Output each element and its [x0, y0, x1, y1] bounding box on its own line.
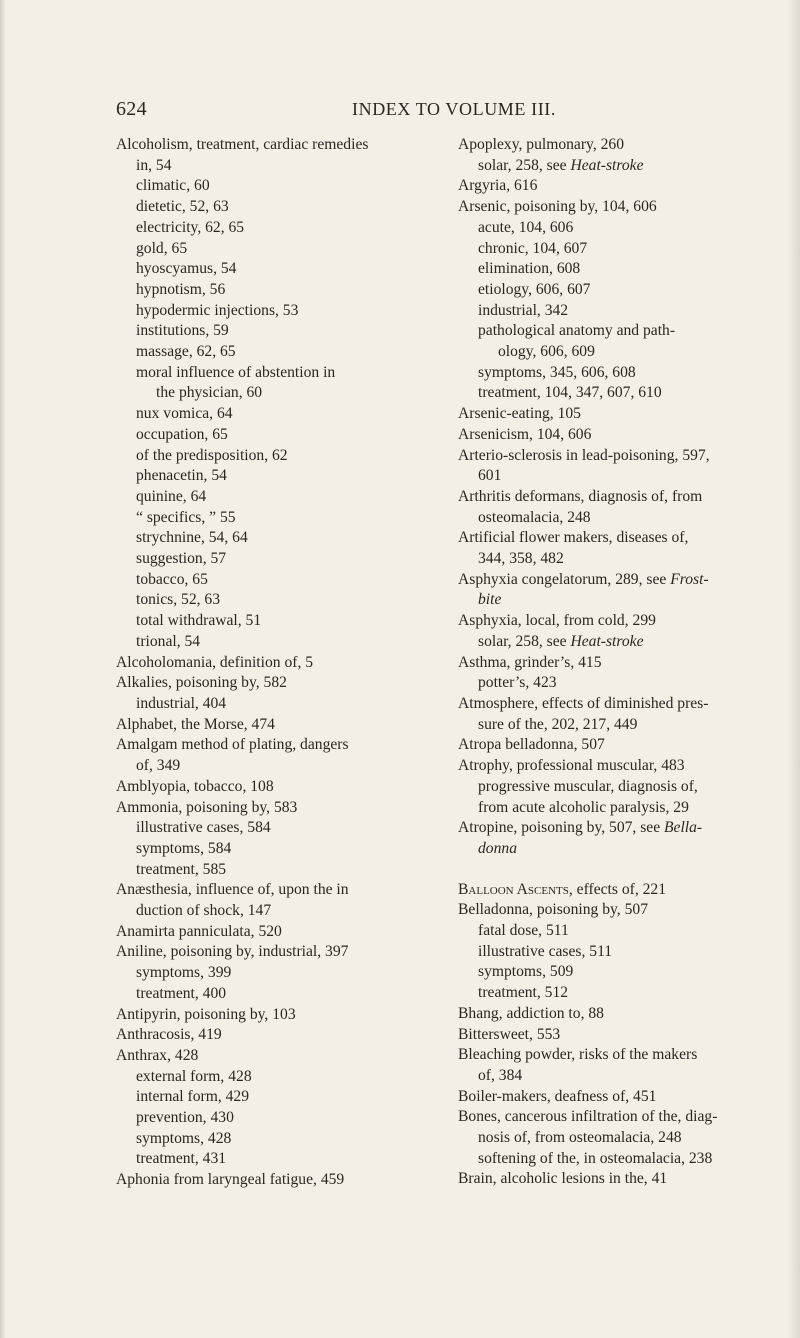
entry-text: solar, 258, see — [478, 156, 571, 174]
index-subentry: dietetic, 52, 63 — [136, 198, 229, 216]
index-entry — [458, 880, 788, 901]
index-entry: Aphonia from laryngeal fatigue, 459 — [116, 1171, 345, 1189]
index-subentry: gold, 65 — [136, 239, 188, 257]
cross-reference: bite — [478, 591, 502, 609]
index-subentry: progressive muscular, diagnosis of, — [478, 777, 698, 795]
index-subentry: electricity, 62, 65 — [136, 218, 245, 236]
index-subentry: hypodermic injections, 53 — [136, 301, 299, 319]
index-subentry: tonics, 52, 63 — [136, 591, 221, 609]
section-lead-heading: Balloon Ascents — [458, 880, 569, 898]
cross-reference: donna — [478, 839, 517, 857]
index-subentry: “ specifics, ” 55 — [136, 508, 236, 526]
index-subentry: industrial, 342 — [478, 301, 569, 319]
index-subentry — [458, 156, 788, 177]
entry-text: Asphyxia congelatorum, 289, see — [458, 570, 671, 588]
index-entry: Atmosphere, effects of diminished pres- — [458, 694, 709, 712]
index-subentry: total withdrawal, 51 — [136, 612, 262, 630]
index-entry: Artificial flower makers, diseases of, — [458, 529, 689, 547]
index-entry: Antipyrin, poisoning by, 103 — [116, 1005, 296, 1023]
page-edge-shadow — [788, 0, 800, 1338]
index-entry: Arthritis deformans, diagnosis of, from — [458, 487, 703, 505]
index-subentry: of the predisposition, 62 — [136, 446, 288, 464]
cross-reference: Heat-stroke — [570, 632, 644, 650]
index-subentry: hyoscyamus, 54 — [136, 260, 237, 278]
index-subentry: softening of the, in osteomalacia, 238 — [478, 1149, 713, 1167]
index-entry — [458, 570, 788, 591]
index-entry: Argyria, 616 — [458, 177, 538, 195]
index-entry — [458, 818, 788, 839]
index-entry: Alcoholism, treatment, cardiac remedies — [116, 136, 369, 153]
entry-text: solar, 258, see — [478, 632, 571, 650]
page-header — [116, 98, 776, 124]
index-entry: Anthracosis, 419 — [116, 1026, 222, 1044]
index-subentry: etiology, 606, 607 — [478, 280, 591, 298]
index-entry: Atrophy, professional muscular, 483 — [458, 757, 685, 775]
index-entry: Brain, alcoholic lesions in the, 41 — [458, 1170, 668, 1188]
index-entry: Ammonia, poisoning by, 583 — [116, 798, 298, 816]
index-subentry: strychnine, 54, 64 — [136, 529, 248, 547]
index-entry: Boiler-makers, deafness of, 451 — [458, 1087, 657, 1105]
index-entry: Anthrax, 428 — [116, 1046, 199, 1064]
index-subentry: treatment, 400 — [136, 984, 227, 1002]
index-subentry: phenacetin, 54 — [136, 467, 227, 485]
index-subentry: industrial, 404 — [136, 694, 227, 712]
entry-text: , effects of, 221 — [568, 880, 667, 898]
index-subentry: prevention, 430 — [136, 1109, 234, 1127]
index-entry: Anæsthesia, influence of, upon the in — [116, 881, 349, 899]
index-entry: Bleaching powder, risks of the makers — [458, 1046, 698, 1064]
index-entry: Aniline, poisoning by, industrial, 397 — [116, 943, 349, 961]
index-subentry — [458, 632, 788, 653]
index-subentry: massage, 62, 65 — [136, 343, 236, 361]
index-entry: Asthma, grinder’s, 415 — [458, 653, 602, 671]
index-subentry: treatment, 104, 347, 607, 610 — [478, 384, 662, 402]
index-subentry: elimination, 608 — [478, 260, 581, 278]
index-entry: Arsenic-eating, 105 — [458, 405, 581, 423]
index-subentry: treatment, 512 — [478, 984, 569, 1002]
index-entry: Arsenic, poisoning by, 104, 606 — [458, 198, 657, 216]
index-entry: Amalgam method of plating, dangers — [116, 736, 349, 754]
index-subentry: symptoms, 345, 606, 608 — [478, 363, 636, 381]
cross-reference: Heat-stroke — [570, 156, 644, 174]
index-subentry: tobacco, 65 — [136, 570, 208, 588]
index-entry-continuation: sure of the, 202, 217, 449 — [478, 715, 638, 733]
index-subentry: internal form, 429 — [136, 1088, 250, 1106]
index-subentry: quinine, 64 — [136, 487, 207, 505]
index-entry: Apoplexy, pulmonary, 260 — [458, 136, 625, 153]
index-entry: Amblyopia, tobacco, 108 — [116, 777, 274, 795]
index-subentry: occupation, 65 — [136, 425, 228, 443]
index-entry-continuation: osteomalacia, 248 — [478, 508, 591, 526]
index-subentry: institutions, 59 — [136, 322, 229, 340]
index-column-left — [116, 135, 461, 1191]
index-entry-continuation: 344, 358, 482 — [478, 550, 564, 568]
index-subentry: climatic, 60 — [136, 177, 210, 195]
index-entry: Alphabet, the Morse, 474 — [116, 715, 275, 733]
index-entry: Arsenicism, 104, 606 — [458, 425, 592, 443]
index-subentry: moral influence of abstention in — [136, 363, 336, 381]
index-subentry: symptoms, 584 — [136, 839, 232, 857]
index-entry-continuation: duction of shock, 147 — [136, 902, 272, 920]
cross-reference: Bella- — [664, 819, 703, 837]
page-gutter-shadow — [0, 0, 6, 1338]
index-subentry: external form, 428 — [136, 1067, 252, 1085]
index-subentry: suggestion, 57 — [136, 550, 227, 568]
index-entry: Bittersweet, 553 — [458, 1025, 561, 1043]
index-column-right — [458, 135, 788, 1190]
index-subentry: fatal dose, 511 — [478, 922, 569, 940]
index-subentry: symptoms, 399 — [136, 964, 232, 982]
index-subentry: illustrative cases, 584 — [136, 819, 271, 837]
index-subentry: potter’s, 423 — [478, 674, 557, 692]
index-entry-continuation — [458, 590, 788, 611]
index-entry-continuation: 601 — [478, 467, 502, 485]
page-number: 624 — [116, 98, 147, 120]
index-subentry: hypnotism, 56 — [136, 280, 226, 298]
index-subentry: illustrative cases, 511 — [478, 942, 613, 960]
index-entry: Alkalies, poisoning by, 582 — [116, 674, 287, 692]
index-entry-continuation: of, 349 — [136, 757, 181, 775]
index-entry: Bones, cancerous infiltration of the, diag- — [458, 1108, 718, 1126]
index-subentry: pathological anatomy and path- — [478, 322, 676, 340]
index-entry: Anamirta panniculata, 520 — [116, 922, 282, 940]
index-entry: Bhang, addiction to, 88 — [458, 1004, 604, 1022]
index-entry: Asphyxia, local, from cold, 299 — [458, 612, 656, 630]
index-subentry: chronic, 104, 607 — [478, 239, 588, 257]
index-subentry: acute, 104, 606 — [478, 218, 574, 236]
index-subentry-continuation: the physician, 60 — [156, 384, 263, 402]
index-subentry: treatment, 585 — [136, 860, 227, 878]
index-entry-continuation: in, 54 — [136, 156, 172, 174]
index-subentry-continuation: ology, 606, 609 — [498, 343, 595, 361]
index-subentry: trional, 54 — [136, 632, 201, 650]
entry-text: Atropine, poisoning by, 507, see — [458, 819, 665, 837]
index-subentry: symptoms, 428 — [136, 1129, 232, 1147]
index-subentry: symptoms, 509 — [478, 963, 574, 981]
index-subentry: nux vomica, 64 — [136, 405, 233, 423]
index-entry-continuation: nosis of, from osteomalacia, 248 — [478, 1129, 682, 1147]
index-entry-continuation — [458, 839, 788, 860]
index-entry: Arterio-sclerosis in lead-poisoning, 597, — [458, 446, 710, 464]
running-title: INDEX TO VOLUME III. — [352, 99, 556, 119]
index-entry: Alcoholomania, definition of, 5 — [116, 653, 314, 671]
cross-reference: Frost- — [670, 570, 709, 588]
index-entry: Atropa belladonna, 507 — [458, 736, 605, 754]
index-entry: Belladonna, poisoning by, 507 — [458, 901, 648, 919]
index-entry-continuation: of, 384 — [478, 1066, 523, 1084]
section-gap — [458, 860, 788, 880]
index-subentry: treatment, 431 — [136, 1150, 227, 1168]
index-subentry-continuation: from acute alcoholic paralysis, 29 — [478, 798, 689, 816]
